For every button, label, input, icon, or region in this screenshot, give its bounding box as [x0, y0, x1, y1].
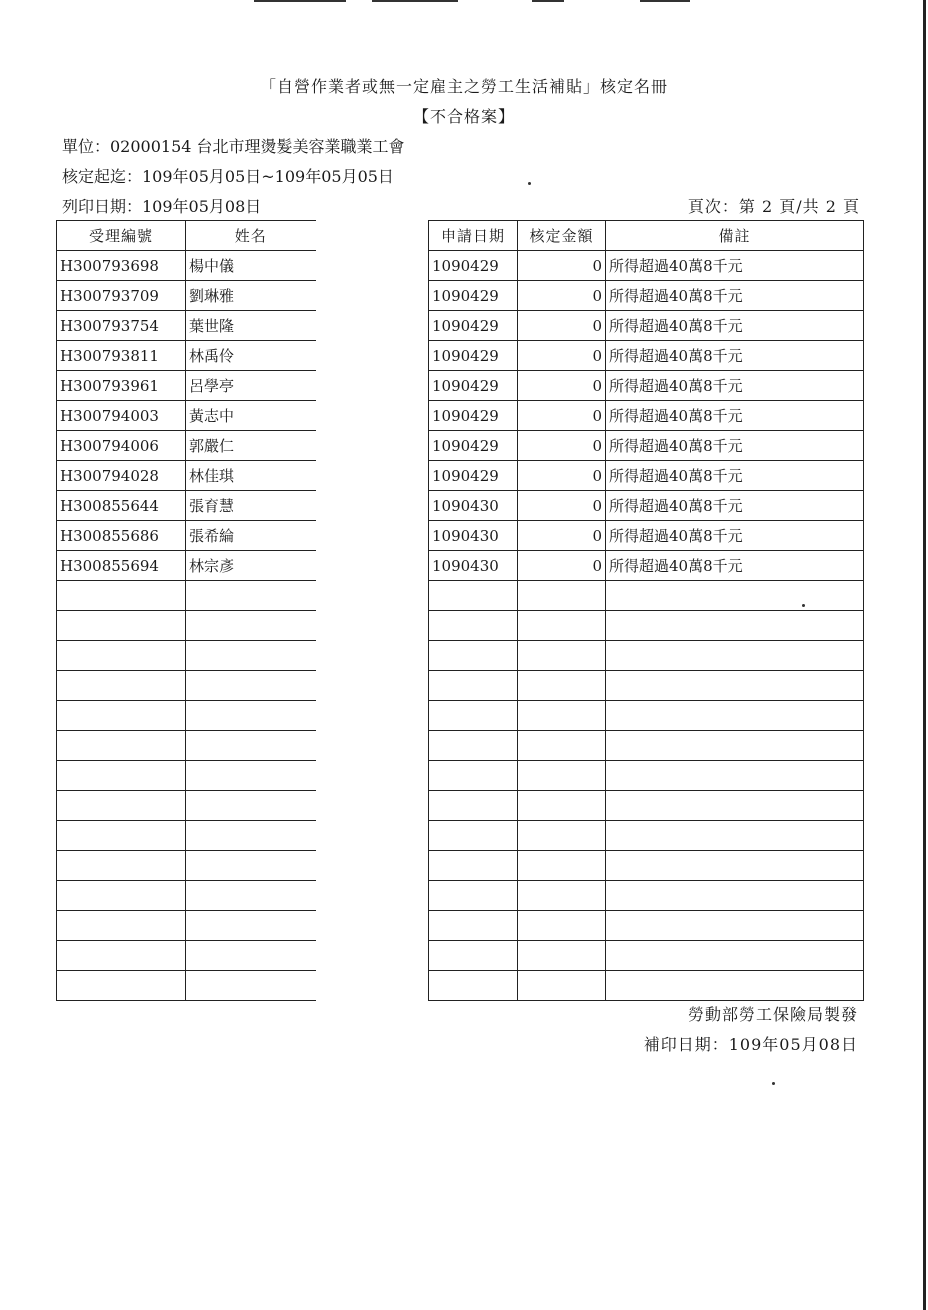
amount-cell: 0 [518, 311, 606, 341]
name-cell: 黃志中 [186, 401, 316, 431]
table-row [57, 281, 316, 311]
table-row [429, 641, 864, 671]
case-no-cell [57, 671, 186, 701]
name-cell: 林佳琪 [186, 461, 316, 491]
table-row [57, 611, 316, 641]
case-no-cell [57, 791, 186, 821]
apply-date-cell [429, 821, 518, 851]
name-cell: 葉世隆 [186, 311, 316, 341]
apply-date-cell: 1090429 [429, 341, 518, 371]
case-no-cell: H300855644 [57, 491, 186, 521]
table-row [57, 371, 316, 401]
amount-cell: 0 [518, 461, 606, 491]
roster-table-left [56, 220, 316, 1001]
table-row [429, 371, 864, 401]
header-amount: 核定金額 [518, 221, 606, 251]
table-row [429, 911, 864, 941]
apply-date-cell [429, 911, 518, 941]
table-row [57, 851, 316, 881]
scan-edge-line [923, 0, 926, 1310]
note-cell [606, 851, 864, 881]
apply-date-cell: 1090430 [429, 521, 518, 551]
table-row [57, 461, 316, 491]
name-cell [186, 851, 316, 881]
apply-date-cell: 1090429 [429, 431, 518, 461]
note-cell [606, 641, 864, 671]
apply-date-cell [429, 941, 518, 971]
amount-cell: 0 [518, 401, 606, 431]
name-cell [186, 971, 316, 1001]
name-cell [186, 611, 316, 641]
case-no-cell: H300793709 [57, 281, 186, 311]
table-row [57, 401, 316, 431]
table-row [429, 971, 864, 1001]
name-cell [186, 911, 316, 941]
apply-date-cell [429, 671, 518, 701]
note-cell: 所得超過40萬8千元 [606, 251, 864, 281]
note-cell [606, 791, 864, 821]
case-no-cell [57, 881, 186, 911]
case-no-cell: H300794003 [57, 401, 186, 431]
name-cell [186, 881, 316, 911]
table-row [429, 251, 864, 281]
table-header-row [429, 221, 864, 251]
note-cell [606, 821, 864, 851]
case-no-cell [57, 641, 186, 671]
table-row [57, 341, 316, 371]
table-row [429, 551, 864, 581]
table-row [57, 731, 316, 761]
apply-date-cell [429, 791, 518, 821]
apply-date-cell: 1090429 [429, 461, 518, 491]
table-row [57, 671, 316, 701]
case-no-cell: H300793754 [57, 311, 186, 341]
scan-speck [528, 182, 531, 185]
name-cell: 呂學亭 [186, 371, 316, 401]
case-no-cell [57, 941, 186, 971]
header-name: 姓名 [186, 221, 316, 251]
table-row [429, 401, 864, 431]
note-cell [606, 611, 864, 641]
case-no-cell [57, 611, 186, 641]
apply-date-cell [429, 581, 518, 611]
table-row [57, 941, 316, 971]
table-row [429, 281, 864, 311]
name-cell: 林宗彥 [186, 551, 316, 581]
table-row [57, 581, 316, 611]
table-row [429, 461, 864, 491]
apply-date-cell: 1090430 [429, 491, 518, 521]
apply-date-cell: 1090429 [429, 371, 518, 401]
note-cell [606, 701, 864, 731]
amount-cell: 0 [518, 431, 606, 461]
table-row [57, 641, 316, 671]
apply-date-cell [429, 641, 518, 671]
amount-cell [518, 641, 606, 671]
case-no-cell [57, 971, 186, 1001]
amount-cell [518, 701, 606, 731]
amount-cell [518, 671, 606, 701]
apply-date-cell: 1090429 [429, 281, 518, 311]
note-cell [606, 731, 864, 761]
print-date: 列印日期：109年05月08日 [62, 197, 262, 216]
name-cell [186, 671, 316, 701]
note-cell: 所得超過40萬8千元 [606, 371, 864, 401]
case-no-cell: H300794028 [57, 461, 186, 491]
note-cell: 所得超過40萬8千元 [606, 401, 864, 431]
table-row [57, 251, 316, 281]
note-cell: 所得超過40萬8千元 [606, 281, 864, 311]
table-row [57, 761, 316, 791]
roster-table-right [428, 220, 864, 1001]
table-row [429, 341, 864, 371]
table-row [429, 851, 864, 881]
name-cell: 郭嚴仁 [186, 431, 316, 461]
case-no-cell: H300793698 [57, 251, 186, 281]
amount-cell: 0 [518, 551, 606, 581]
table-row [429, 941, 864, 971]
case-no-cell: H300793811 [57, 341, 186, 371]
table-row [429, 521, 864, 551]
name-cell: 楊中儀 [186, 251, 316, 281]
name-cell: 張希綸 [186, 521, 316, 551]
case-no-cell: H300855694 [57, 551, 186, 581]
document-title: 「自營作業者或無一定雇主之勞工生活補貼」核定名冊 [259, 77, 668, 96]
case-no-cell [57, 821, 186, 851]
note-cell: 所得超過40萬8千元 [606, 341, 864, 371]
document-subtitle: 【不合格案】 [412, 107, 515, 126]
note-cell: 所得超過40萬8千元 [606, 311, 864, 341]
scan-speck [802, 604, 805, 607]
note-cell [606, 941, 864, 971]
case-no-cell [57, 911, 186, 941]
apply-date-cell [429, 971, 518, 1001]
case-no-cell [57, 851, 186, 881]
name-cell [186, 701, 316, 731]
amount-cell: 0 [518, 521, 606, 551]
table-row [429, 431, 864, 461]
amount-cell [518, 911, 606, 941]
name-cell [186, 821, 316, 851]
case-no-cell [57, 581, 186, 611]
name-cell: 劉琳雅 [186, 281, 316, 311]
name-cell: 林禹伶 [186, 341, 316, 371]
note-cell: 所得超過40萬8千元 [606, 491, 864, 521]
name-cell [186, 731, 316, 761]
approval-range: 核定起迄：109年05月05日~109年05月05日 [62, 167, 394, 186]
amount-cell [518, 611, 606, 641]
amount-cell [518, 581, 606, 611]
amount-cell [518, 821, 606, 851]
apply-date-cell [429, 611, 518, 641]
note-cell: 所得超過40萬8千元 [606, 431, 864, 461]
unit-info: 單位：02000154 台北市理燙髮美容業職業工會 [62, 137, 405, 156]
reprint-date: 補印日期：109年05月08日 [643, 1035, 858, 1054]
case-no-cell: H300793961 [57, 371, 186, 401]
header-note: 備註 [606, 221, 864, 251]
note-cell [606, 911, 864, 941]
table-row [57, 971, 316, 1001]
table-row [57, 521, 316, 551]
note-cell: 所得超過40萬8千元 [606, 461, 864, 491]
issuer: 勞動部勞工保險局製發 [687, 1005, 858, 1024]
apply-date-cell: 1090430 [429, 551, 518, 581]
scan-speck [772, 1082, 775, 1085]
case-no-cell [57, 701, 186, 731]
amount-cell [518, 851, 606, 881]
amount-cell [518, 791, 606, 821]
table-row [429, 581, 864, 611]
note-cell: 所得超過40萬8千元 [606, 551, 864, 581]
table-row [57, 881, 316, 911]
table-row [57, 551, 316, 581]
table-row [429, 491, 864, 521]
table-row [57, 311, 316, 341]
note-cell [606, 971, 864, 1001]
table-header-row [57, 221, 316, 251]
table-row [57, 911, 316, 941]
table-row [57, 701, 316, 731]
table-row [429, 881, 864, 911]
amount-cell: 0 [518, 281, 606, 311]
header-apply-date: 申請日期 [429, 221, 518, 251]
note-cell: 所得超過40萬8千元 [606, 521, 864, 551]
name-cell [186, 941, 316, 971]
table-row [429, 611, 864, 641]
case-no-cell [57, 761, 186, 791]
amount-cell: 0 [518, 251, 606, 281]
apply-date-cell [429, 851, 518, 881]
table-row [57, 491, 316, 521]
case-no-cell [57, 731, 186, 761]
apply-date-cell [429, 881, 518, 911]
table-row [429, 311, 864, 341]
name-cell: 張育慧 [186, 491, 316, 521]
table-row [429, 791, 864, 821]
amount-cell [518, 941, 606, 971]
name-cell [186, 581, 316, 611]
table-row [429, 671, 864, 701]
page-info: 頁次：第 2 頁/共 2 頁 [687, 197, 860, 216]
amount-cell: 0 [518, 491, 606, 521]
amount-cell [518, 731, 606, 761]
header-case-no: 受理編號 [57, 221, 186, 251]
apply-date-cell [429, 731, 518, 761]
note-cell [606, 881, 864, 911]
table-row [57, 791, 316, 821]
table-row [57, 431, 316, 461]
table-row [429, 701, 864, 731]
note-cell [606, 671, 864, 701]
table-row [57, 821, 316, 851]
table-row [429, 731, 864, 761]
table-row [429, 761, 864, 791]
case-no-cell: H300855686 [57, 521, 186, 551]
amount-cell [518, 761, 606, 791]
name-cell [186, 761, 316, 791]
amount-cell [518, 971, 606, 1001]
apply-date-cell: 1090429 [429, 311, 518, 341]
name-cell [186, 791, 316, 821]
amount-cell: 0 [518, 341, 606, 371]
apply-date-cell [429, 701, 518, 731]
name-cell [186, 641, 316, 671]
table-row [429, 821, 864, 851]
apply-date-cell [429, 761, 518, 791]
note-cell [606, 761, 864, 791]
case-no-cell: H300794006 [57, 431, 186, 461]
apply-date-cell: 1090429 [429, 251, 518, 281]
amount-cell: 0 [518, 371, 606, 401]
amount-cell [518, 881, 606, 911]
apply-date-cell: 1090429 [429, 401, 518, 431]
note-cell [606, 581, 864, 611]
